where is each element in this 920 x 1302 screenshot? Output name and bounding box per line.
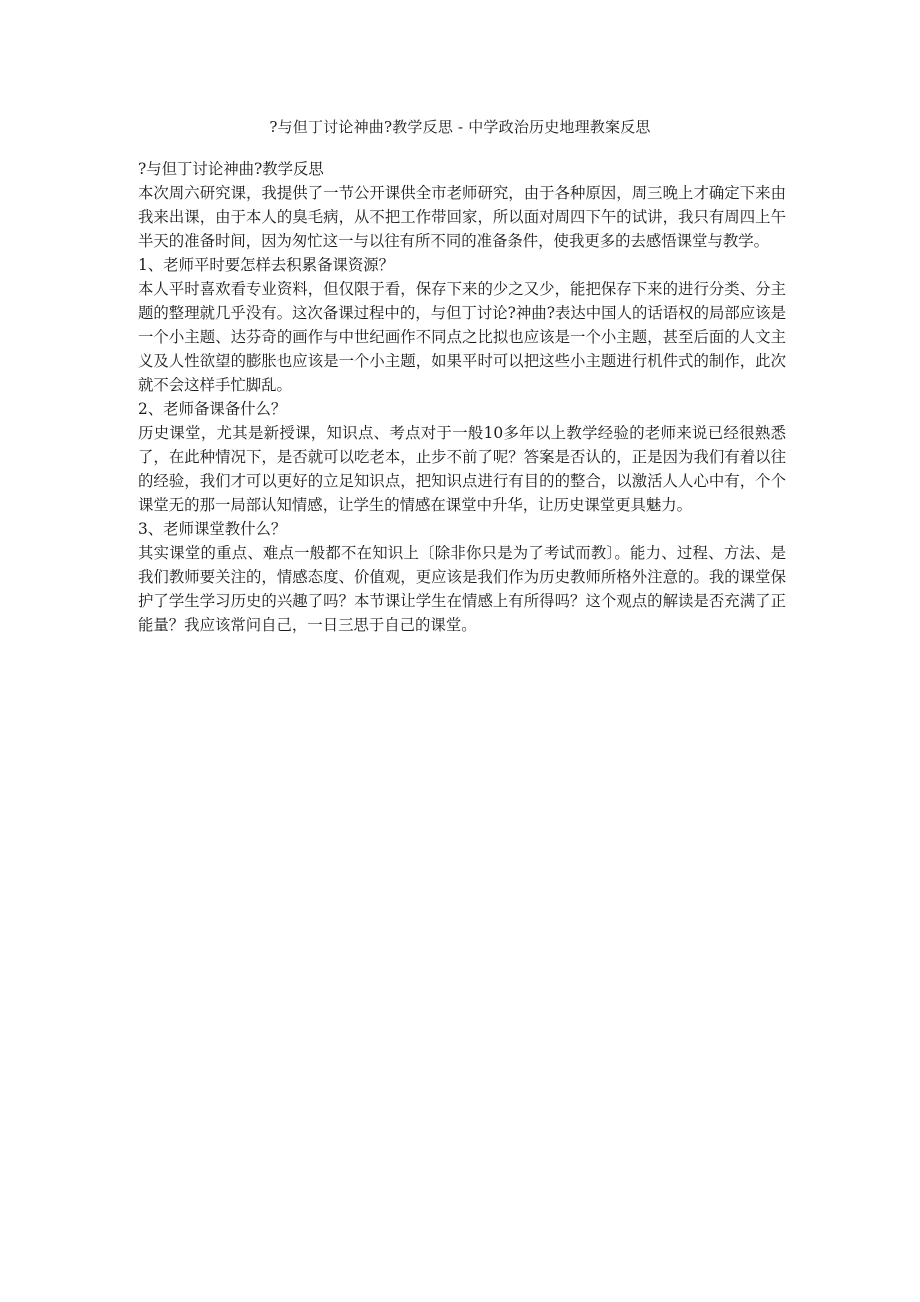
section-1-body: 本人平时喜欢看专业资料，但仅限于看，保存下来的少之又少，能把保存下来的进行分类、分主题的整理就几乎没有。这次备课过程中的，与但丁讨论?神曲?表达中国人的话语权的局部应该是一个小主题、达芬奇的画作与中世纪画作不同点之比拟也应该是一个小主题，甚至后面的人文主义及人性欲望的膨胀也应该是一个小主题，如果平时可以把这些小主题进行机件式的制作，此次就不会这样手忙脚乱。 bbox=[138, 280, 786, 394]
intro-paragraph: 本次周六研究课，我提供了一节公开课供全市老师研究，由于各种原因，周三晚上才确定下来由我来出课，由于本人的臭毛病，从不把工作带回家，所以面对周四下午的试讲，我只有周四上午半天的准备时间，因为匆忙这一与以往有所不同的准备条件，使我更多的去感悟课堂与教学。 bbox=[138, 184, 786, 250]
section-2-body: 历史课堂，尤其是新授课，知识点、考点对于一般10多年以上教学经验的老师来说已经很熟悉了，在此种情况下，是否就可以吃老本，止步不前了呢？答案是否认的，正是因为我们有着以往的经验，我们才可以更好的立足知识点，把知识点进行有目的的整合，以激活人人心中有，个个课堂无的那一局部认知情感，让学生的情感在课堂中升华，让历史课堂更具魅力。 bbox=[138, 424, 786, 514]
section-3-heading: 3、老师课堂教什么？ bbox=[138, 520, 287, 538]
document-subtitle: ?与但丁讨论神曲?教学反思 bbox=[138, 160, 324, 178]
document-body bbox=[138, 157, 786, 637]
section-1-heading: 1、老师平时要怎样去积累备课资源？ bbox=[138, 256, 395, 274]
section-2-heading: 2、老师备课备什么？ bbox=[138, 400, 287, 418]
section-3-body: 其实课堂的重点、难点一般都不在知识上〔除非你只是为了考试而教〕。能力、过程、方法、是我们教师要关注的，情感态度、价值观，更应该是我们作为历史教师所格外注意的。我的课堂保护了学生学习历史的兴趣了吗？本节课让学生在情感上有所得吗？这个观点的解读是否充满了正能量？我应该常问自己，一日三思于自己的课堂。 bbox=[138, 544, 786, 634]
document-title: ?与但丁讨论神曲?教学反思 - 中学政治历史地理教案反思 bbox=[269, 118, 651, 136]
